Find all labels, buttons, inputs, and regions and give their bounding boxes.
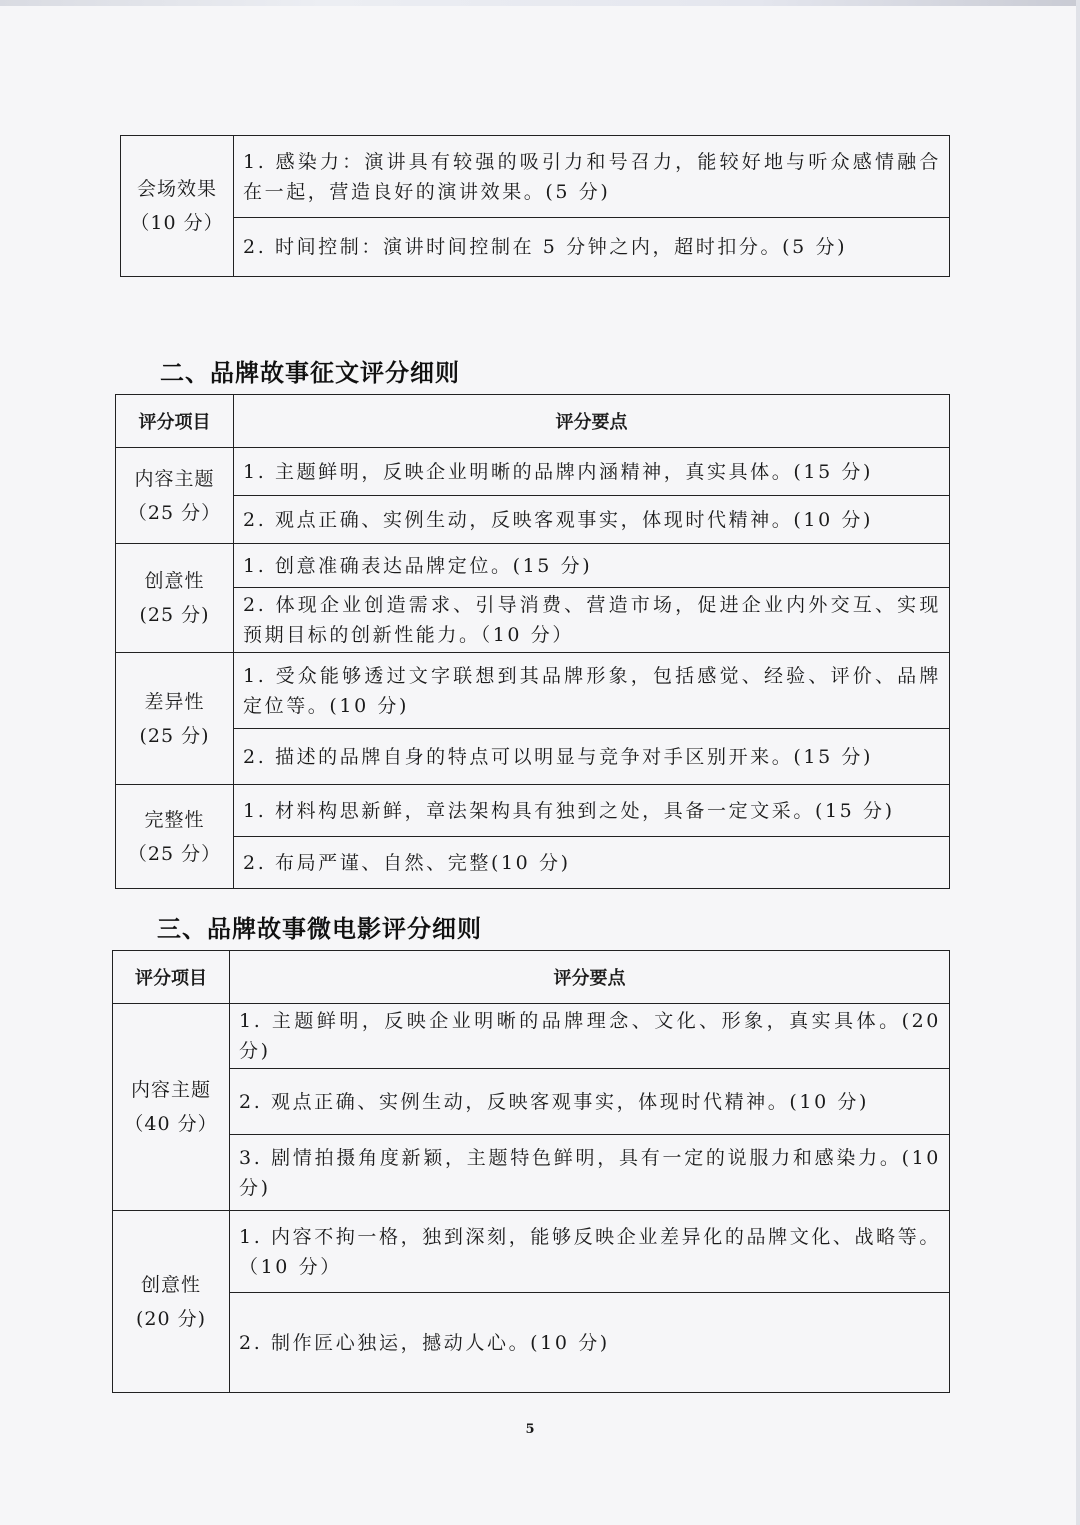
category-name: 创意性 — [144, 570, 205, 592]
page-top-edge — [0, 0, 1080, 6]
table-row — [116, 588, 950, 653]
criteria-item: 2. 观点正确、实例生动，反映客观事实，体现时代精神。(10 分) — [234, 496, 950, 544]
table-row — [116, 729, 950, 785]
table-row — [116, 653, 950, 729]
category-cell — [116, 785, 234, 889]
table-row — [113, 1293, 950, 1393]
category-name: 完整性 — [144, 808, 205, 831]
section-title: 三、品牌故事微电影评分细则 — [157, 915, 482, 943]
category-score: （40 分） — [124, 1113, 218, 1135]
header-scoring-item: 评分项目 — [116, 395, 234, 448]
criteria-item: 2. 布局严谨、自然、完整(10 分) — [234, 837, 950, 889]
category-score: （25 分） — [127, 842, 222, 865]
micro-film-score-table — [112, 950, 950, 1393]
category-score: （25 分） — [127, 501, 222, 524]
page-number: 5 — [525, 1422, 535, 1437]
category-cell — [113, 1004, 230, 1211]
table-header-row — [116, 395, 950, 448]
category-score: (25 分) — [139, 724, 210, 747]
header-scoring-points: 评分要点 — [230, 951, 950, 1004]
table-row — [116, 496, 950, 544]
essay-score-table — [115, 394, 950, 889]
category-name: 内容主题 — [130, 1079, 211, 1101]
table-row — [113, 1069, 950, 1135]
category-cell — [121, 136, 234, 277]
table-row — [113, 1135, 950, 1211]
table-row — [116, 448, 950, 496]
category-cell — [116, 544, 234, 653]
section-title: 二、品牌故事征文评分细则 — [160, 359, 460, 387]
speech-score-table-continued — [120, 135, 950, 277]
category-name: 会场效果 — [136, 178, 217, 200]
criteria-item: 2. 体现企业创造需求、引导消费、营造市场，促进企业内外交互、实现预期目标的创新性能力。（10 分） — [234, 588, 950, 653]
category-score: （10 分） — [130, 212, 224, 234]
category-cell — [116, 653, 234, 785]
table-row — [121, 136, 950, 218]
category-name: 内容主题 — [134, 467, 215, 490]
criteria-item: 2. 描述的品牌自身的特点可以明显与竞争对手区别开来。(15 分) — [234, 729, 950, 785]
category-cell — [116, 448, 234, 544]
criteria-item: 1. 创意准确表达品牌定位。(15 分) — [234, 544, 950, 588]
category-cell — [113, 1211, 230, 1393]
category-name: 创意性 — [140, 1273, 201, 1296]
table-header-row — [113, 951, 950, 1004]
page-right-edge — [1076, 0, 1080, 1525]
criteria-item: 2. 时间控制：演讲时间控制在 5 分钟之内，超时扣分。(5 分) — [234, 218, 950, 277]
table-row — [116, 544, 950, 588]
category-name: 差异性 — [144, 690, 205, 713]
table-row — [116, 837, 950, 889]
criteria-item: 1. 材料构思新鲜，章法架构具有独到之处，具备一定文采。(15 分) — [234, 785, 950, 837]
header-scoring-item: 评分项目 — [113, 951, 230, 1004]
criteria-item: 1. 内容不拘一格，独到深刻，能够反映企业差异化的品牌文化、战略等。（10 分） — [230, 1211, 950, 1293]
criteria-item: 1. 感染力：演讲具有较强的吸引力和号召力，能较好地与听众感情融合在一起，营造良好的演讲效果。(5 分) — [234, 136, 950, 218]
criteria-item: 1. 主题鲜明，反映企业明晰的品牌内涵精神，真实具体。(15 分) — [234, 448, 950, 496]
criteria-item: 2. 观点正确、实例生动，反映客观事实，体现时代精神。(10 分) — [230, 1069, 950, 1135]
criteria-item: 1. 主题鲜明，反映企业明晰的品牌理念、文化、形象，真实具体。(20 分) — [230, 1004, 950, 1069]
category-score: (20 分) — [135, 1307, 207, 1330]
criteria-item: 1. 受众能够透过文字联想到其品牌形象，包括感觉、经验、评价、品牌定位等。(10 分) — [234, 653, 950, 729]
table-row — [113, 1211, 950, 1293]
criteria-item: 2. 制作匠心独运，撼动人心。(10 分) — [230, 1293, 950, 1393]
header-scoring-points: 评分要点 — [234, 395, 950, 448]
category-score: (25 分) — [139, 604, 210, 626]
criteria-item: 3. 剧情拍摄角度新颖，主题特色鲜明，具有一定的说服力和感染力。(10 分) — [230, 1135, 950, 1211]
table-row — [116, 785, 950, 837]
table-row — [113, 1004, 950, 1069]
table-row — [121, 218, 950, 277]
